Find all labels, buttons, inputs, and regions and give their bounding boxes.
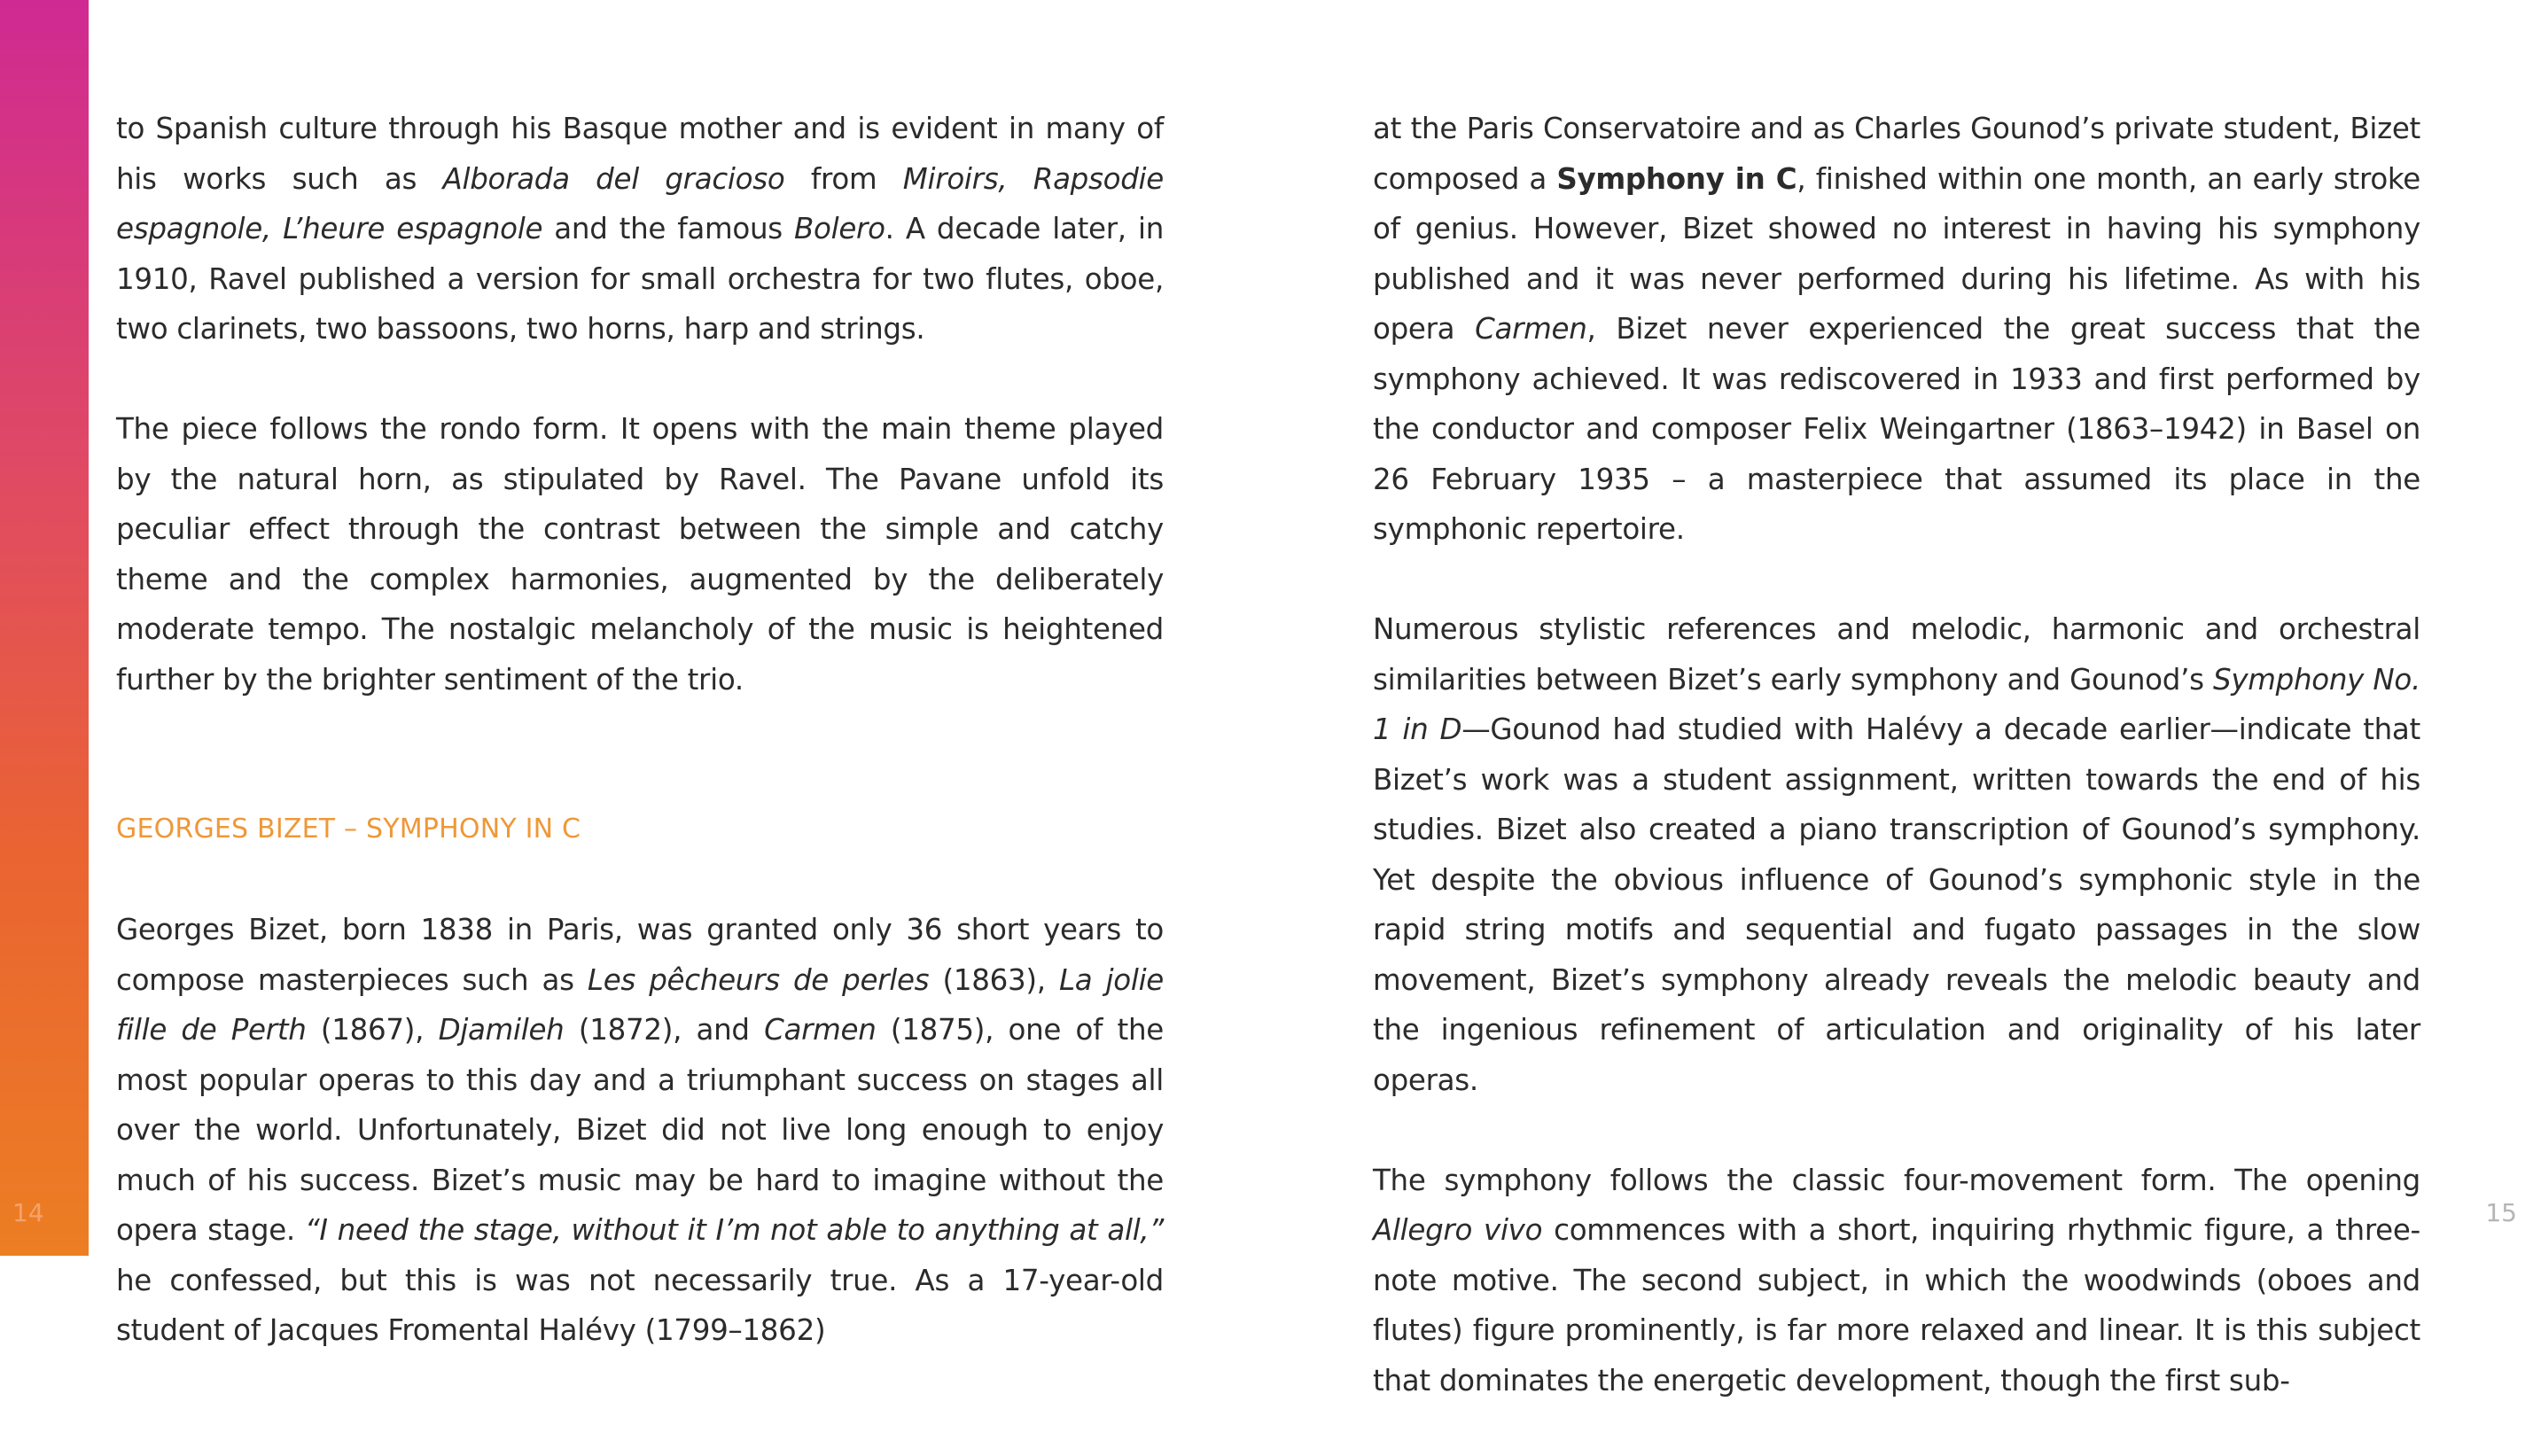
italic-text-run: Carmen xyxy=(1475,312,1587,346)
text-run: , finished within one month, an early stroke of genius. However, Bizet showed no interest in having his symphony published and it was never performed during his lifetime. As with his opera xyxy=(1373,161,2420,346)
italic-text-run: Miroirs, Rapsodie espagnole, L’heure espagnole xyxy=(116,161,1164,245)
text-run: The symphony follows the classic four-movement form. The opening xyxy=(1373,1163,2420,1197)
text-run: , Bizet never experienced the great success that the symphony achieved. It was rediscovered in 1933 and first performed by the conductor and composer Felix Weingartner (1863–1942) in Basel on 26 February 1935 – a masterpiece that assumed its place in the symphonic repertoire. xyxy=(1373,312,2420,546)
italic-text-run: Carmen xyxy=(764,1013,877,1047)
text-run: —Gounod had studied with Halévy a decade earlier—indicate that Bizet’s work was a student assignment, written towards the end of his studies. Bizet also created a piano transcription of Gounod’s symphony. Yet despite the obvious influence of Gounod’s symphonic style in the rapid string motifs and sequential and fugato passages in the slow movement, Bizet’s symphony already reveals the melodic beauty and the ingenious refinement of articulation and originality of his later operas. xyxy=(1373,712,2420,1097)
left-paragraph-bizet-bio xyxy=(116,905,1164,1356)
italic-text-run: Djamileh xyxy=(438,1013,565,1047)
text-run: (1867), xyxy=(306,1013,439,1047)
right-paragraph-symphony-origin xyxy=(1373,104,2420,555)
italic-text-run: Alborada del gracioso xyxy=(442,161,785,196)
italic-text-run: La jolie fille de Perth xyxy=(116,962,1164,1047)
text-run: from xyxy=(784,161,903,196)
italic-text-run: Les pêcheurs de perles xyxy=(587,962,930,997)
italic-text-run: Symphony No. 1 in D xyxy=(1373,662,2420,746)
left-page-text xyxy=(116,104,1164,1405)
italic-text-run: Allegro vivo xyxy=(1373,1213,1543,1247)
text-run: Georges Bizet, born 1838 in Paris, was granted only 36 short years to compose masterpieces such as xyxy=(116,913,1164,997)
section-spacer xyxy=(116,755,1164,806)
text-run: he confessed, but this is was not necessarily true. As a 17-year-old student of Jacques Fromental Halévy (1799–1862) xyxy=(116,1263,1164,1347)
text-run: to Spanish culture through his Basque mother and is evident in many of his works such as xyxy=(116,112,1164,196)
text-run: (1863), xyxy=(929,962,1059,997)
text-run: The piece follows the rondo form. It opens with the main theme played by the natural horn, as stipulated by Ravel. The Pavane unfold its peculiar effect through the contrast between the simple and catchy theme and the complex harmonies, augmented by the deliberately moderate tempo. The nostalgic melancholy of the music is heightened further by the brighter sentiment of the trio. xyxy=(116,412,1164,697)
italic-text-run: “I need the stage, without it I’m not able to anything at all,” xyxy=(304,1213,1164,1247)
text-run: Numerous stylistic references and melodic, harmonic and orchestral similarities between Bizet’s early symphony and Gounod’s xyxy=(1373,612,2420,697)
page-number-left: 14 xyxy=(12,1198,44,1227)
bold-text-run: Symphony in C xyxy=(1556,161,1797,196)
text-run: commences with a short, inquiring rhythmic figure, a three-note motive. The second subject, in which the woodwinds (oboes and flutes) figure prominently, is far more relaxed and linear. It is this subject that dominates the energetic development, though the first sub- xyxy=(1373,1213,2420,1398)
section-heading-bizet: GEORGES BIZET – SYMPHONY IN C xyxy=(116,814,581,845)
left-paragraph-ravel-spanish xyxy=(116,104,1164,354)
text-run: and the famous xyxy=(542,212,795,245)
text-run: . A decade later, in 1910, Ravel published a version for small orchestra for two flutes, oboe, two clarinets, two bassoons, two horns, harp and strings. xyxy=(116,212,1164,346)
text-run: at the Paris Conservatoire and as Charles Gounod’s private student, Bizet composed a xyxy=(1373,112,2420,196)
right-page-text xyxy=(1373,104,2420,1456)
text-run: (1872), and xyxy=(564,1013,765,1047)
color-gradient-bar xyxy=(0,0,89,1256)
text-run: (1875), one of the most popular operas to this day and a triumphant success on stages all over the world. Unfortunately, Bizet did not live long enough to enjoy much of his success. Bizet’s music may be hard to imagine without the opera stage. xyxy=(116,1013,1164,1247)
right-paragraph-form xyxy=(1373,1156,2420,1406)
left-paragraph-pavane-form xyxy=(116,404,1164,705)
italic-text-run: Bolero xyxy=(794,212,885,245)
right-paragraph-gounod-influence xyxy=(1373,604,2420,1105)
page-number-right: 15 xyxy=(2485,1198,2517,1227)
